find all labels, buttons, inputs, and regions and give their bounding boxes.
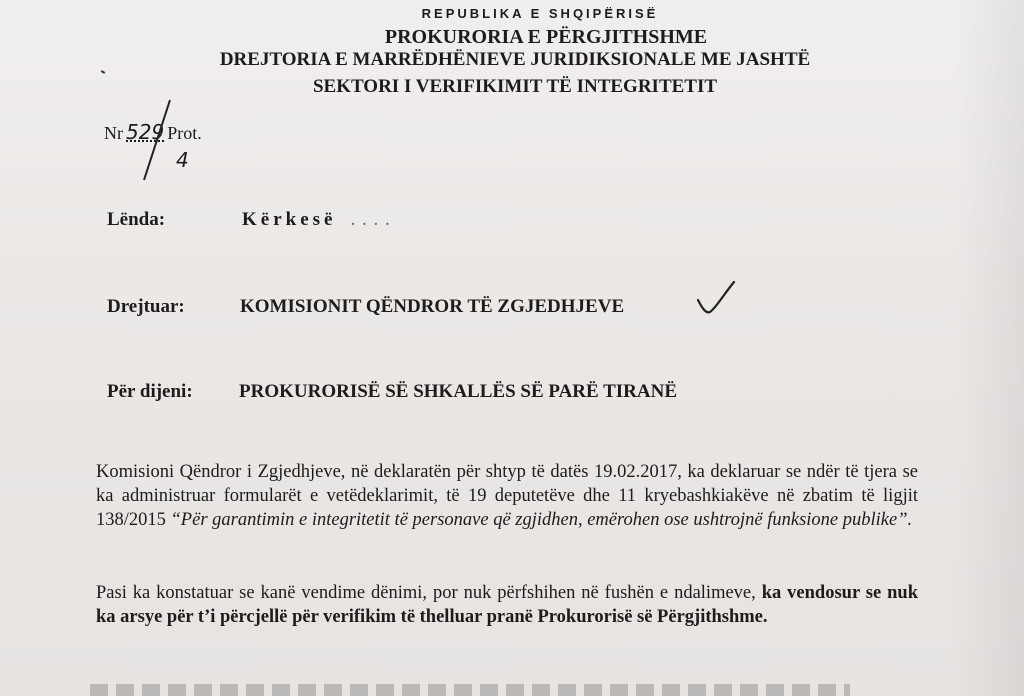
header-sector: SEKTORI I VERIFIKIMIT TË INTEGRITETIT (312, 76, 718, 97)
dijeni-label: Për dijeni: (107, 381, 193, 402)
paragraph-2-text: Pasi ka konstatuar se kanë vendime dënimi, por nuk përfshihen në fushën e ndalimeve, (96, 583, 756, 603)
drejtuar-value: KOMISIONIT QËNDROR TË ZGJEDHJEVE (240, 296, 625, 317)
header-institution: PROKURORIA E PËRGJITHSHME (384, 26, 708, 48)
protocol-suffix: Prot. (167, 123, 202, 143)
body-paragraph-2 (96, 581, 918, 629)
header-country: REPUBLIKA E SHQIPËRISË (421, 6, 659, 21)
drejtuar-label: Drejtuar: (107, 296, 185, 317)
lenda-label: Lënda: (107, 209, 166, 230)
protocol-number (104, 120, 202, 172)
body-paragraph-1 (96, 460, 918, 532)
paragraph-2-decision: ka vendosur se nuk ka arsye për t’i përcjellë për verifikim të thelluar pranë Prokurorisë së Përgjithshme. (96, 583, 918, 627)
paragraph-1-text: Komisioni Qëndror i Zgjedhjeve, në deklaratën për shtyp të datës 19.02.2017, ka deklaruar se ndër të tjera se ka administruar formularët e vetëdeklarimit, të 19 deputetëve dhe 11 kryebashkiakëve në zbatim të ligjit 138/2015 (96, 462, 918, 530)
lenda-value-wrap (242, 209, 391, 231)
law-title: “Për garantimin e integritetit të personave që zgjidhen, emërohen ose ushtrojnë funksione publike”. (170, 510, 913, 530)
protocol-handwritten-number: 529 (126, 120, 165, 144)
dijeni-value: PROKURORISË SË SHKALLËS SË PARË TIRANË (239, 381, 677, 402)
cut-off-text-line (90, 684, 850, 696)
header-directorate: DREJTORIA E MARRËDHËNIEVE JURIDIKSIONALE ME JASHTË (219, 49, 811, 70)
protocol-prefix: Nr (104, 123, 123, 143)
page-shadow (954, 0, 1024, 696)
lenda-value: Kërkesë (242, 209, 337, 230)
checkmark-icon (694, 280, 738, 318)
lenda-dots: . . . . (350, 209, 391, 230)
protocol-sub-number: 4 (176, 148, 189, 172)
